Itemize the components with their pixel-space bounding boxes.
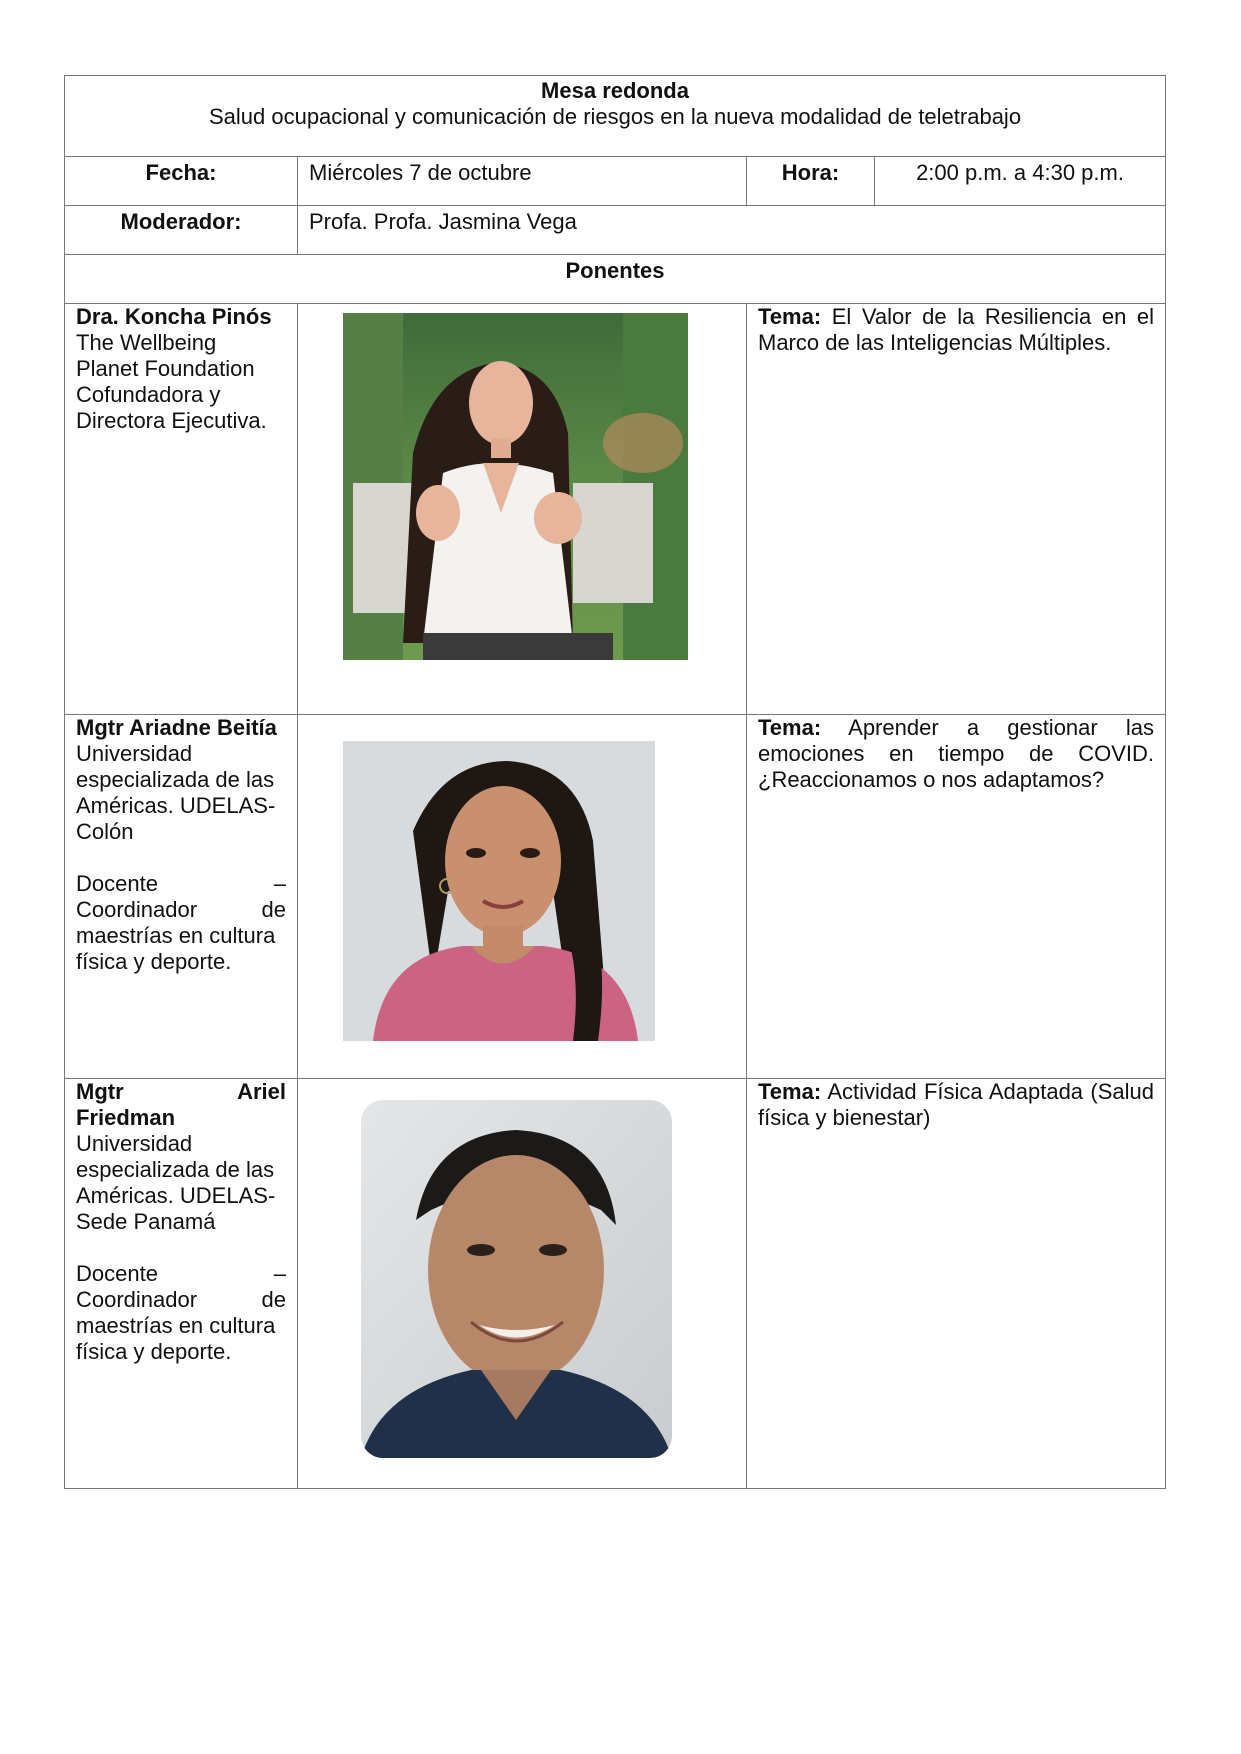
- role-word: Docente: [76, 1261, 158, 1286]
- speaker-line: The Wellbeing: [76, 330, 217, 355]
- speaker-name: Mgtr Ariadne Beitía: [76, 715, 277, 740]
- speaker-name: Dra. Koncha Pinós: [76, 304, 272, 329]
- speaker-role-rest: maestrías en cultura física y deporte.: [76, 1313, 276, 1364]
- tema-text: El Valor de la Resiliencia en el Marco de las Inteligencias Múltiples.: [758, 304, 1155, 355]
- photo-cell: [298, 1079, 747, 1489]
- role-word: de: [261, 897, 286, 922]
- event-title: Mesa redonda: [541, 78, 689, 103]
- role-word: Coordinador: [76, 1287, 198, 1312]
- speaker-line: Directora Ejecutiva.: [76, 408, 267, 433]
- tema-cell: [747, 304, 1166, 715]
- speaker-role-line: [76, 1261, 286, 1287]
- moderador-label: Moderador:: [65, 206, 298, 255]
- speaker-info: [65, 1079, 298, 1489]
- tema-cell: [747, 1079, 1166, 1489]
- speaker-photo: [343, 741, 655, 1041]
- speaker-role-line: [76, 871, 286, 897]
- title-cell: [65, 76, 1166, 157]
- fecha-value: Miércoles 7 de octubre: [298, 157, 747, 206]
- role-word: Docente: [76, 871, 158, 896]
- role-word: Coordinador: [76, 897, 198, 922]
- speaker-info: [65, 304, 298, 715]
- tema-label: Tema:: [758, 304, 822, 329]
- speaker-surname: Friedman: [76, 1105, 176, 1130]
- photo-cell: [298, 304, 747, 715]
- speaker-role-line: [76, 1287, 286, 1313]
- role-word: de: [261, 1287, 286, 1312]
- speaker-photo: [361, 1100, 672, 1458]
- speaker-role-line: [76, 897, 286, 923]
- tema-text: Actividad Física Adaptada (Salud física y bienestar): [758, 1079, 1155, 1130]
- hora-value: 2:00 p.m. a 4:30 p.m.: [875, 157, 1166, 206]
- speaker-line: Cofundadora y: [76, 382, 221, 407]
- speaker-affiliation: Universidad especializada de las Américas. UDELAS-Sede Panamá: [76, 1131, 276, 1234]
- name-word: Ariel: [237, 1079, 286, 1104]
- speaker-name: [76, 1079, 286, 1105]
- speaker-info: [65, 715, 298, 1079]
- role-dash: –: [273, 1261, 286, 1286]
- hora-label: Hora:: [747, 157, 875, 206]
- event-table: [64, 75, 1166, 1489]
- tema-text: Aprender a gestionar las emociones en tiempo de COVID. ¿Reaccionamos o nos adaptamos?: [758, 715, 1155, 792]
- speaker-photo: [343, 313, 688, 660]
- tema-cell: [747, 715, 1166, 1079]
- tema-label: Tema:: [758, 715, 822, 740]
- speaker-row: [65, 304, 1166, 715]
- moderador-value: Profa. Profa. Jasmina Vega: [298, 206, 1166, 255]
- speaker-row: [65, 1079, 1166, 1489]
- speaker-row: [65, 715, 1166, 1079]
- photo-cell: [298, 715, 747, 1079]
- speaker-line: Planet Foundation: [76, 356, 255, 381]
- speaker-role-rest: maestrías en cultura física y deporte.: [76, 923, 276, 974]
- tema-label: Tema:: [758, 1079, 822, 1104]
- ponentes-heading: Ponentes: [65, 255, 1166, 304]
- role-dash: –: [273, 871, 286, 896]
- fecha-label: Fecha:: [65, 157, 298, 206]
- name-word: Mgtr: [76, 1079, 124, 1104]
- event-subtitle: Salud ocupacional y comunicación de riesgos en la nueva modalidad de teletrabajo: [208, 104, 1022, 129]
- speaker-affiliation: Universidad especializada de las Américas. UDELAS-Colón: [76, 741, 276, 844]
